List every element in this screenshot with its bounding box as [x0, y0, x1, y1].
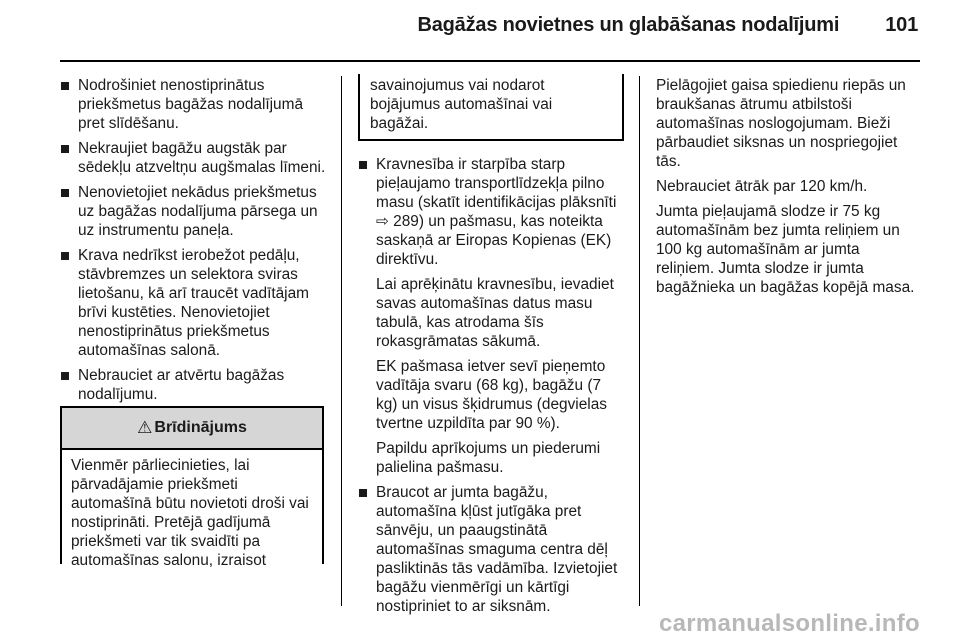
roof-load-paragraph: Jumta pieļaujamā slodze ir 75 kg automašīnām bez jumta reliņiem un 100 kg automašīnām ar jumta reliņiem. Jumta slodze ir jumta bagāžnieka un bagāžas kopējā masa.	[656, 203, 915, 296]
tyre-pressure-paragraph: Pielāgojiet gaisa spiedienu riepās un braukšanas ātrumu atbilstoši automašīnas noslogojumam. Bieži pārbaudiet siksnas un nospriegojiet tās.	[656, 77, 906, 170]
list-item	[358, 155, 624, 477]
warning-text: Vienmēr pārliecinieties, lai pārvadājamie priekšmeti automašīnā būtu novietoti droši vai nostiprināti. Pretējā gadījumā priekšmeti var tik svaidīti pa automašīnas salonu, izraisot	[71, 457, 309, 569]
bullet-list-2	[358, 155, 624, 616]
warning-header	[62, 408, 322, 450]
column-divider-2	[639, 76, 640, 606]
column-1	[60, 76, 326, 410]
column-divider-1	[341, 76, 342, 606]
load-capacity-text: Kravnesība ir starpība starp pieļaujamo transportlīdzekļa pilno masu (skatīt identifikācijas plāksnīti ⇨ 289) un pašmasu, kas noteikta saskaņā ar Eiropas Kopienas (EK) direktīvu.	[376, 156, 617, 268]
list-item: Nebrauciet ar atvērtu bagāžas nodalījumu.	[60, 366, 326, 404]
warning-continuation: savainojumus vai nodarot bojājumus automašīnai vai bagāžai.	[358, 74, 624, 141]
header-title: Bagāžas novietnes un glabāšanas nodalījumi	[417, 14, 840, 36]
warning-title: Brīdinājums	[154, 419, 247, 436]
curb-weight-paragraph: EK pašmasa ietver sevī pieņemto vadītāja svaru (68 kg), bagāžu (7 kg) un visus šķidrumus (degvielas tvertne uzpildīta par 90 %).	[376, 358, 607, 432]
column-3	[656, 76, 922, 303]
list-item: Nodrošiniet nenostiprinātus priekšmetus bagāžas nodalījumā pret slīdēšanu.	[60, 76, 326, 133]
list-item: Krava nedrīkst ierobežot pedāļu, stāvbremzes un selektora sviras lietošanu, kā arī traucēt vadītājam brīvi kustēties. Nenovietojiet nenostiprinātus priekšmetus automašīnas salonā.	[60, 246, 326, 360]
accessories-paragraph: Papildu aprīkojums un piederumi palielina pašmasu.	[376, 440, 601, 476]
page-header	[418, 14, 919, 37]
warning-box	[60, 406, 324, 569]
watermark: carmanualsonline.info	[658, 610, 920, 637]
page-number: 101	[885, 14, 918, 36]
bullet-list-1	[60, 76, 326, 404]
column-2	[358, 74, 624, 622]
warning-triangle-icon: ⚠	[137, 418, 153, 437]
list-item: Braucot ar jumta bagāžu, automašīna kļūst jutīgāka pret sānvēju, un paaugstinātā automašīnas smaguma centra dēļ pasliktinās tās vadāmība. Izvietojiet bagāžu vienmērīgi un kārtīgi nostipriniet to ar siksnām.	[358, 483, 624, 616]
speed-limit-paragraph: Nebrauciet ātrāk par 120 km/h.	[656, 178, 868, 195]
header-rule	[60, 60, 920, 62]
calc-paragraph: Lai aprēķinātu kravnesību, ievadiet savas automašīnas datus masu tabulā, kas atrodama šīs rokasgrāmatas sākumā.	[376, 276, 614, 350]
list-item: Nenovietojiet nekādus priekšmetus uz bagāžas nodalījuma pārsega un uz instrumentu paneļa.	[60, 183, 326, 240]
list-item: Nekraujiet bagāžu augstāk par sēdekļu atzveltņu augšmalas līmeni.	[60, 139, 326, 177]
